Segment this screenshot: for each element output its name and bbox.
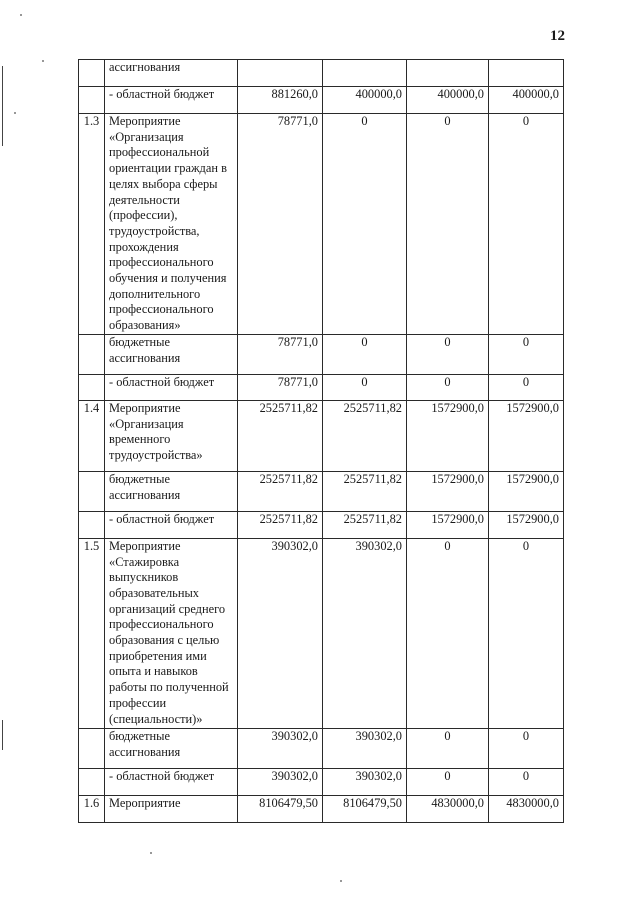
table-row: [79, 60, 564, 87]
scan-speck: [42, 60, 44, 62]
value-cell: 8106479,50: [323, 795, 407, 822]
scan-speck: [150, 852, 152, 854]
value-cell: 0: [489, 768, 564, 795]
table-row: [79, 400, 564, 471]
value-cell: 78771,0: [238, 334, 323, 374]
row-name: Мероприятие: [105, 795, 238, 822]
value-cell: 0: [489, 374, 564, 400]
value-cell: 1572900,0: [489, 400, 564, 471]
value-cell: 400000,0: [489, 87, 564, 114]
value-cell: 400000,0: [323, 87, 407, 114]
table-row: [79, 538, 564, 728]
value-cell: 0: [489, 114, 564, 335]
value-cell: 0: [407, 114, 489, 335]
scan-edge-mark: [2, 66, 3, 146]
row-number: [79, 768, 105, 795]
row-name: бюджетные ассигнования: [105, 728, 238, 768]
budget-table: [78, 59, 564, 823]
table-row: [79, 87, 564, 114]
value-cell: 0: [489, 538, 564, 728]
value-cell: 400000,0: [407, 87, 489, 114]
row-number: 1.6: [79, 795, 105, 822]
value-cell: 390302,0: [238, 728, 323, 768]
row-number: [79, 374, 105, 400]
row-number: [79, 334, 105, 374]
value-cell: 0: [407, 538, 489, 728]
table-row: [79, 511, 564, 538]
value-cell: 0: [489, 728, 564, 768]
row-name: бюджетные ассигнования: [105, 471, 238, 511]
value-cell: 390302,0: [323, 768, 407, 795]
value-cell: 8106479,50: [238, 795, 323, 822]
table-row: [79, 334, 564, 374]
row-name: Мероприятие «Стажировка выпускников образовательных организаций среднего профессионального образования с целью приобретения ими опыта и навыков работы по полученной профессии (специальности)»: [105, 538, 238, 728]
row-name: ассигнования: [105, 60, 238, 87]
value-cell: 2525711,82: [323, 471, 407, 511]
table-row: [79, 768, 564, 795]
value-cell: 0: [323, 114, 407, 335]
value-cell: 1572900,0: [407, 511, 489, 538]
page-number: 12: [550, 28, 565, 44]
value-cell: 390302,0: [323, 728, 407, 768]
value-cell: 1572900,0: [407, 400, 489, 471]
row-number: 1.3: [79, 114, 105, 335]
value-cell: 2525711,82: [323, 400, 407, 471]
value-cell: 4830000,0: [407, 795, 489, 822]
row-name: - областной бюджет: [105, 511, 238, 538]
row-number: 1.4: [79, 400, 105, 471]
row-number: [79, 87, 105, 114]
value-cell: 2525711,82: [323, 511, 407, 538]
row-name: - областной бюджет: [105, 374, 238, 400]
value-cell: [489, 60, 564, 87]
value-cell: 1572900,0: [407, 471, 489, 511]
value-cell: 0: [489, 334, 564, 374]
value-cell: 0: [323, 374, 407, 400]
value-cell: [407, 60, 489, 87]
value-cell: 881260,0: [238, 87, 323, 114]
scan-speck: [14, 112, 16, 114]
value-cell: 390302,0: [238, 538, 323, 728]
value-cell: 4830000,0: [489, 795, 564, 822]
row-number: [79, 471, 105, 511]
value-cell: 0: [407, 768, 489, 795]
value-cell: 2525711,82: [238, 511, 323, 538]
row-number: 1.5: [79, 538, 105, 728]
value-cell: 2525711,82: [238, 400, 323, 471]
table-row: [79, 795, 564, 822]
value-cell: 0: [407, 334, 489, 374]
table-row: [79, 728, 564, 768]
value-cell: [323, 60, 407, 87]
row-number: [79, 60, 105, 87]
value-cell: 2525711,82: [238, 471, 323, 511]
value-cell: 1572900,0: [489, 511, 564, 538]
value-cell: 0: [407, 728, 489, 768]
row-name: Мероприятие «Организация профессиональной ориентации граждан в целях выбора сферы деятельности (профессии), трудоустройства, прохождения профессионального обучения и получения дополнительного профессионального образования»: [105, 114, 238, 335]
value-cell: 78771,0: [238, 374, 323, 400]
row-name: Мероприятие «Организация временного трудоустройства»: [105, 400, 238, 471]
row-name: - областной бюджет: [105, 768, 238, 795]
value-cell: 1572900,0: [489, 471, 564, 511]
value-cell: [238, 60, 323, 87]
table-row: [79, 374, 564, 400]
value-cell: 390302,0: [238, 768, 323, 795]
value-cell: 0: [323, 334, 407, 374]
value-cell: 0: [407, 374, 489, 400]
scan-speck: [340, 880, 342, 882]
row-number: [79, 511, 105, 538]
scan-edge-mark: [2, 720, 3, 750]
value-cell: 78771,0: [238, 114, 323, 335]
row-name: бюджетные ассигнования: [105, 334, 238, 374]
value-cell: 390302,0: [323, 538, 407, 728]
row-number: [79, 728, 105, 768]
scan-speck: [20, 14, 22, 16]
table-row: [79, 471, 564, 511]
table-row: [79, 114, 564, 335]
row-name: - областной бюджет: [105, 87, 238, 114]
